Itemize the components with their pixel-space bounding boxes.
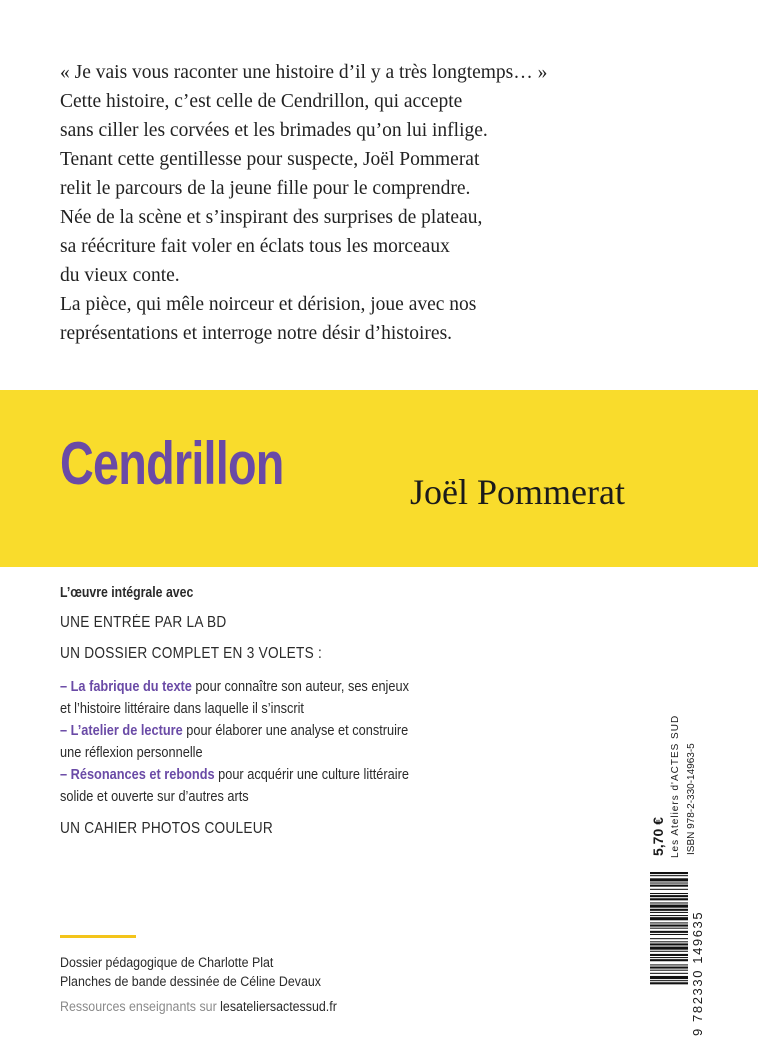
isbn-label: ISBN 978-2-330-14963-5: [686, 743, 697, 855]
book-author: Joël Pommerat: [410, 472, 625, 512]
credits: [60, 953, 321, 991]
back-cover-blurb: [60, 58, 700, 348]
feature-bd-entry: UNE ENTRÉE PAR LA BD: [60, 614, 227, 631]
blurb-line: « Je vais vous raconter une histoire d’il y a très longtemps… »: [60, 62, 548, 83]
blurb-line: représentations et interroge notre désir d’histoires.: [60, 323, 453, 344]
blurb-line: du vieux conte.: [60, 265, 180, 286]
resources-link[interactable]: lesateliersactessud.fr: [220, 999, 337, 1014]
yellow-divider: [60, 935, 136, 938]
book-title: Cendrillon: [60, 430, 284, 497]
barcode-digits: 9 782330 149635: [690, 910, 705, 1036]
dossier-item-title: – Résonances et rebonds: [60, 767, 215, 783]
dossier-item-text: pour élaborer une analyse et construire: [182, 723, 409, 739]
dossier-item-continuation: une réflexion personnelle: [60, 745, 203, 761]
features-intro: L’œuvre intégrale avec: [60, 584, 194, 601]
blurb-line: Née de la scène et s’inspirant des surprises de plateau,: [60, 207, 483, 228]
blurb-line: relit le parcours de la jeune fille pour le comprendre.: [60, 178, 471, 199]
dossier-item: [60, 764, 409, 786]
features-section: [60, 584, 457, 851]
feature-photo-booklet: UN CAHIER PHOTOS COULEUR: [60, 820, 273, 837]
price-label: 5,70 €: [650, 817, 666, 856]
dossier-item-continuation: et l’histoire littéraire dans laquelle il s’inscrit: [60, 701, 304, 717]
dossier-item: [60, 676, 409, 698]
dossier-item-text: pour connaître son auteur, ses enjeux: [191, 679, 409, 695]
feature-dossier: UN DOSSIER COMPLET EN 3 VOLETS :: [60, 645, 323, 662]
publisher-label: Les Ateliers d'ACTES SUD: [670, 714, 681, 858]
blurb-line: Tenant cette gentillesse pour suspecte, Joël Pommerat: [60, 149, 480, 170]
resources-line: [60, 999, 337, 1014]
blurb-line: La pièce, qui mêle noirceur et dérision, joue avec nos: [60, 294, 477, 315]
credit-comics: Planches de bande dessinée de Céline Devaux: [60, 974, 322, 989]
blurb-line: Cette histoire, c’est celle de Cendrillon, qui accepte: [60, 91, 463, 112]
dossier-item-title: – L’atelier de lecture: [60, 723, 183, 739]
dossier-item: [60, 720, 409, 742]
barcode-text: [650, 690, 720, 1036]
dossier-item-text: pour acquérir une culture littéraire: [214, 767, 409, 783]
resources-label: Ressources enseignants sur: [60, 999, 221, 1014]
blurb-line: sa réécriture fait voler en éclats tous les morceaux: [60, 236, 450, 257]
credit-dossier: Dossier pédagogique de Charlotte Plat: [60, 955, 274, 970]
dossier-item-continuation: solide et ouverte sur d’autres arts: [60, 789, 249, 805]
dossier-item-title: – La fabrique du texte: [60, 679, 192, 695]
blurb-line: sans ciller les corvées et les brimades qu’on lui inflige.: [60, 120, 488, 141]
